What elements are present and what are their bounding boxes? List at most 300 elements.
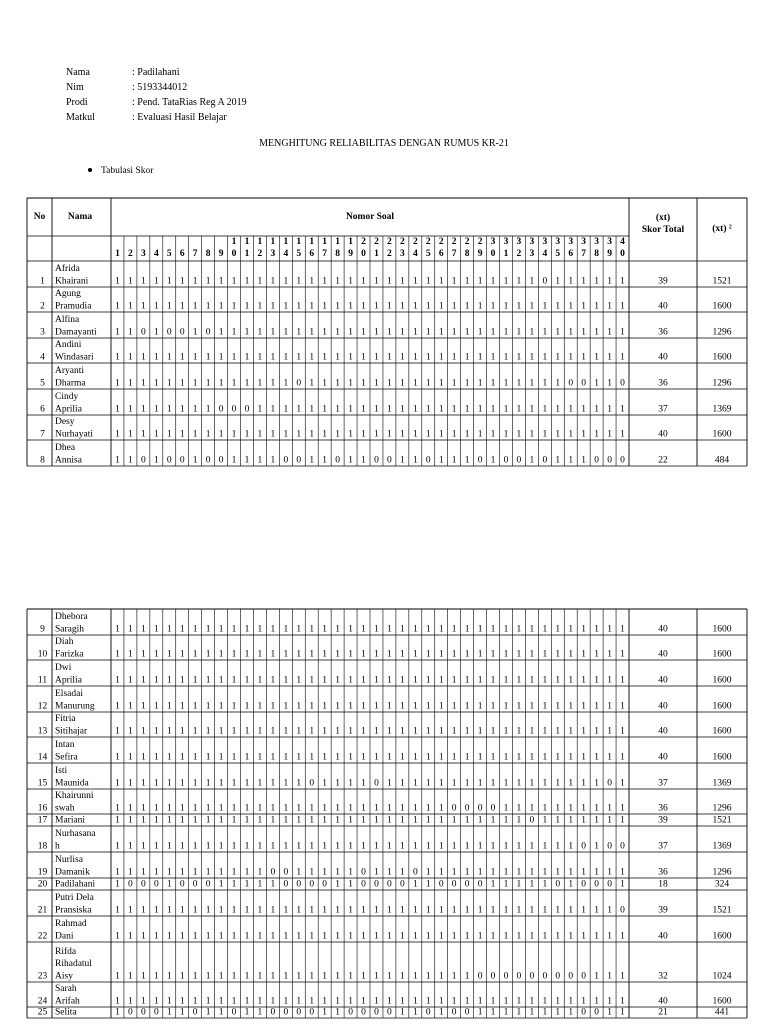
score-cell: 1: [555, 378, 561, 389]
score-cell: 1: [387, 905, 392, 916]
score-cell: 1: [218, 1007, 224, 1018]
score-cell: 1: [387, 867, 392, 878]
student-name: Pramudia: [55, 301, 92, 312]
score-cell: 1: [568, 778, 574, 789]
score-cell: 0: [451, 803, 457, 814]
score-cell: 1: [438, 404, 444, 415]
student-name: Dani: [55, 931, 74, 942]
total-score: 40: [658, 675, 668, 686]
score-cell: 1: [451, 455, 457, 466]
score-cell: 1: [464, 815, 470, 826]
score-cell: 1: [503, 931, 509, 942]
score-cell: 0: [464, 1007, 470, 1018]
score-cell: 1: [594, 841, 599, 852]
score-cell: 1: [387, 931, 392, 942]
score-cell: 1: [568, 879, 574, 890]
question-number: 0: [231, 249, 237, 259]
score-cell: 1: [179, 301, 185, 312]
score-cell: 1: [322, 455, 328, 466]
score-cell: 1: [425, 867, 431, 878]
score-cell: 0: [464, 803, 470, 814]
score-cell: 1: [335, 778, 340, 789]
score-cell: 1: [477, 931, 483, 942]
score-cell: 1: [141, 301, 146, 312]
score-cell: 1: [244, 649, 250, 660]
score-cell: 1: [205, 803, 211, 814]
score-cell: 1: [348, 675, 353, 686]
score-cell: 1: [296, 726, 302, 737]
student-name: Alfina: [55, 315, 80, 326]
score-cell: 1: [438, 1007, 444, 1018]
total-score: 40: [658, 429, 668, 440]
question-number: 2: [387, 237, 392, 247]
score-cell: 0: [490, 803, 496, 814]
score-cell: 1: [490, 327, 496, 338]
score-cell: 1: [335, 1007, 340, 1018]
score-cell: 1: [516, 378, 522, 389]
score-cell: 1: [283, 778, 289, 789]
score-cell: 1: [231, 726, 237, 737]
question-number: 2: [387, 249, 392, 259]
score-cell: 1: [490, 352, 496, 363]
student-name: Selita: [55, 1007, 77, 1018]
score-cell: 1: [374, 867, 379, 878]
score-cell: 0: [425, 1007, 431, 1018]
score-cell: 1: [270, 971, 276, 982]
score-cell: 1: [231, 803, 237, 814]
score-cell: 1: [231, 879, 237, 890]
score-cell: 1: [179, 867, 185, 878]
score-cell: 1: [387, 276, 392, 287]
total-score-squared: 1296: [712, 327, 732, 338]
score-cell: 1: [529, 841, 535, 852]
question-number: 1: [270, 237, 276, 247]
question-number: 3: [490, 237, 496, 247]
score-cell: 1: [516, 726, 522, 737]
question-number: 3: [270, 249, 276, 259]
score-cell: 1: [451, 301, 457, 312]
score-cell: 1: [594, 624, 599, 635]
student-name: Khairunni: [55, 791, 94, 802]
score-cell: 1: [542, 675, 548, 686]
score-cell: 1: [490, 879, 496, 890]
score-cell: 0: [231, 1007, 237, 1018]
score-cell: 1: [153, 726, 159, 737]
question-number: 1: [309, 237, 315, 247]
score-cell: 1: [296, 815, 302, 826]
question-number: 1: [335, 237, 340, 247]
score-cell: 1: [231, 624, 237, 635]
info-label: Nama: [66, 67, 90, 78]
score-cell: 1: [425, 905, 431, 916]
question-number: 2: [374, 237, 379, 247]
score-cell: 1: [192, 778, 198, 789]
score-cell: 1: [205, 931, 211, 942]
score-cell: 1: [348, 879, 353, 890]
score-cell: 1: [516, 675, 522, 686]
score-cell: 1: [348, 624, 353, 635]
score-cell: 1: [166, 867, 172, 878]
score-cell: 1: [257, 1007, 263, 1018]
score-cell: 1: [192, 429, 198, 440]
score-cell: 1: [516, 276, 522, 287]
score-cell: 1: [425, 996, 431, 1007]
score-cell: 1: [361, 701, 366, 712]
score-cell: 1: [425, 276, 431, 287]
score-cell: 1: [231, 815, 237, 826]
question-number: 1: [115, 249, 120, 259]
student-name: Andini: [55, 340, 82, 351]
score-cell: 1: [555, 327, 561, 338]
score-cell: 1: [607, 905, 612, 916]
score-cell: 1: [244, 815, 250, 826]
score-cell: 1: [115, 778, 120, 789]
score-cell: 1: [425, 378, 431, 389]
score-cell: 0: [387, 455, 392, 466]
score-cell: 1: [348, 301, 353, 312]
score-cell: 1: [361, 803, 366, 814]
score-cell: 1: [309, 624, 315, 635]
score-cell: 1: [594, 701, 599, 712]
score-cell: 1: [477, 867, 483, 878]
score-cell: 1: [192, 752, 198, 763]
score-cell: 1: [464, 726, 470, 737]
score-cell: 1: [477, 429, 483, 440]
student-name: swah: [55, 803, 75, 814]
question-number: 2: [464, 237, 470, 247]
score-cell: 1: [270, 996, 276, 1007]
score-cell: 0: [141, 879, 146, 890]
score-cell: 1: [387, 996, 392, 1007]
score-cell: 1: [387, 726, 392, 737]
score-cell: 1: [451, 841, 457, 852]
score-cell: 1: [361, 726, 366, 737]
total-score: 36: [658, 327, 668, 338]
question-number: 7: [581, 249, 587, 259]
score-cell: 0: [568, 971, 574, 982]
score-cell: 1: [568, 815, 574, 826]
score-cell: 1: [620, 726, 625, 737]
score-cell: 1: [425, 971, 431, 982]
score-cell: 1: [516, 752, 522, 763]
score-cell: 1: [542, 701, 548, 712]
score-cell: 1: [192, 971, 198, 982]
score-cell: 1: [425, 624, 431, 635]
score-cell: 1: [529, 752, 535, 763]
score-cell: 1: [270, 649, 276, 660]
score-cell: 1: [542, 649, 548, 660]
score-cell: 1: [153, 624, 159, 635]
score-cell: 1: [166, 624, 172, 635]
score-cell: 1: [153, 778, 159, 789]
score-cell: 1: [374, 726, 379, 737]
score-cell: 1: [322, 752, 328, 763]
score-cell: 1: [607, 276, 612, 287]
score-cell: 1: [529, 803, 535, 814]
score-cell: 1: [231, 971, 237, 982]
score-cell: 1: [179, 378, 185, 389]
question-number: 3: [503, 237, 509, 247]
score-cell: 1: [309, 752, 315, 763]
score-cell: 1: [179, 815, 185, 826]
student-name: Rihadatul: [55, 959, 92, 970]
score-cell: 1: [425, 675, 431, 686]
question-number: 7: [322, 249, 328, 259]
score-cell: 1: [581, 649, 587, 660]
score-cell: 1: [555, 624, 561, 635]
score-cell: 1: [477, 905, 483, 916]
score-cell: 1: [464, 905, 470, 916]
score-cell: 1: [412, 815, 418, 826]
score-cell: 1: [166, 778, 172, 789]
score-cell: 1: [607, 378, 612, 389]
score-cell: 1: [594, 649, 599, 660]
score-cell: 1: [141, 404, 146, 415]
score-cell: 1: [607, 649, 612, 660]
score-cell: 1: [594, 276, 599, 287]
score-cell: 0: [464, 879, 470, 890]
score-cell: 1: [231, 675, 237, 686]
question-number: 0: [361, 249, 366, 259]
score-cell: 1: [270, 276, 276, 287]
score-cell: 1: [594, 404, 599, 415]
score-cell: 1: [555, 352, 561, 363]
score-cell: 0: [361, 879, 366, 890]
question-number: 2: [361, 237, 366, 247]
score-cell: 1: [594, 996, 599, 1007]
score-cell: 1: [322, 726, 328, 737]
score-cell: 1: [361, 649, 366, 660]
question-number: 7: [192, 249, 198, 259]
score-cell: 1: [348, 726, 353, 737]
score-cell: 1: [205, 276, 211, 287]
score-cell: 1: [503, 1007, 509, 1018]
score-cell: 1: [166, 649, 172, 660]
score-cell: 1: [322, 778, 328, 789]
score-cell: 1: [257, 815, 263, 826]
score-cell: 1: [218, 276, 224, 287]
score-cell: 1: [412, 752, 418, 763]
score-cell: 1: [412, 971, 418, 982]
student-name: Nurhasana: [55, 829, 96, 840]
score-cell: 1: [425, 327, 431, 338]
question-number: 5: [296, 249, 302, 259]
score-cell: 1: [348, 867, 353, 878]
score-cell: 1: [115, 455, 120, 466]
score-cell: 1: [153, 378, 159, 389]
row-number: 21: [37, 905, 48, 916]
score-cell: 0: [412, 867, 418, 878]
score-cell: 1: [128, 905, 133, 916]
score-cell: 1: [516, 649, 522, 660]
score-cell: 1: [128, 841, 133, 852]
score-cell: 1: [581, 276, 587, 287]
score-cell: 1: [374, 752, 379, 763]
score-cell: 1: [179, 971, 185, 982]
score-cell: 1: [464, 752, 470, 763]
score-cell: 1: [620, 803, 625, 814]
score-cell: 1: [153, 867, 159, 878]
score-cell: 1: [283, 276, 289, 287]
score-cell: 1: [205, 701, 211, 712]
score-cell: 1: [361, 905, 366, 916]
score-cell: 1: [555, 276, 561, 287]
score-cell: 1: [620, 624, 625, 635]
row-number: 20: [37, 879, 48, 890]
score-cell: 1: [141, 701, 146, 712]
score-cell: 1: [192, 276, 198, 287]
score-cell: 1: [322, 649, 328, 660]
score-cell: 1: [503, 352, 509, 363]
score-cell: 1: [309, 996, 315, 1007]
score-cell: 1: [438, 701, 444, 712]
student-name: Nurhayati: [55, 429, 93, 440]
score-cell: 1: [620, 301, 625, 312]
score-cell: 1: [529, 404, 535, 415]
student-name: Sitihajar: [55, 726, 88, 737]
score-cell: 1: [464, 996, 470, 1007]
row-number: 14: [37, 752, 48, 763]
score-cell: 1: [451, 352, 457, 363]
score-cell: 1: [179, 276, 185, 287]
score-cell: 0: [503, 455, 509, 466]
score-cell: 1: [529, 879, 535, 890]
score-cell: 1: [283, 701, 289, 712]
score-cell: 1: [244, 752, 250, 763]
score-cell: 0: [477, 879, 483, 890]
score-cell: 1: [490, 867, 496, 878]
total-score-squared: 1024: [712, 971, 732, 982]
score-cell: 1: [257, 352, 263, 363]
score-cell: 1: [412, 803, 418, 814]
score-cell: 1: [400, 701, 405, 712]
score-cell: 1: [322, 841, 328, 852]
score-cell: 0: [477, 455, 483, 466]
question-number: 2: [425, 237, 431, 247]
score-cell: 1: [218, 971, 224, 982]
student-name: Aprilia: [55, 675, 82, 686]
total-score-squared: 1600: [712, 996, 732, 1007]
score-cell: 1: [257, 301, 263, 312]
total-score: 40: [658, 624, 668, 635]
score-cell: 0: [581, 841, 587, 852]
total-score-squared: 1369: [712, 841, 732, 852]
score-cell: 1: [335, 931, 340, 942]
total-score: 37: [658, 404, 668, 415]
score-cell: 1: [179, 726, 185, 737]
score-cell: 1: [322, 404, 328, 415]
score-cell: 1: [218, 675, 224, 686]
score-cell: 1: [516, 778, 522, 789]
score-cell: 1: [387, 701, 392, 712]
score-cell: 1: [244, 971, 250, 982]
score-cell: 1: [438, 352, 444, 363]
score-cell: 1: [503, 301, 509, 312]
score-cell: 1: [192, 675, 198, 686]
score-cell: 1: [529, 327, 535, 338]
score-cell: 1: [516, 931, 522, 942]
score-cell: 1: [477, 327, 483, 338]
score-cell: 1: [400, 352, 405, 363]
score-cell: 1: [257, 404, 263, 415]
score-cell: 1: [516, 404, 522, 415]
score-cell: 1: [322, 931, 328, 942]
score-cell: 1: [477, 378, 483, 389]
score-cell: 1: [192, 726, 198, 737]
score-cell: 1: [192, 815, 198, 826]
score-cell: 1: [115, 841, 120, 852]
question-number: 9: [607, 249, 612, 259]
score-cell: 0: [218, 455, 224, 466]
score-cell: 1: [400, 778, 405, 789]
score-cell: 1: [555, 1007, 561, 1018]
score-cell: 1: [387, 841, 392, 852]
score-cell: 1: [594, 675, 599, 686]
score-cell: 1: [374, 404, 379, 415]
score-cell: 0: [166, 327, 172, 338]
score-cell: 0: [581, 879, 587, 890]
score-cell: 0: [387, 879, 392, 890]
score-cell: 1: [257, 803, 263, 814]
score-cell: 0: [361, 867, 366, 878]
score-cell: 1: [361, 752, 366, 763]
row-number: 24: [37, 996, 48, 1007]
score-cell: 1: [387, 649, 392, 660]
score-cell: 1: [335, 378, 340, 389]
question-number: 9: [348, 249, 353, 259]
score-cell: 1: [425, 778, 431, 789]
score-cell: 1: [387, 352, 392, 363]
score-cell: 1: [153, 701, 159, 712]
score-cell: 1: [309, 931, 315, 942]
score-cell: 1: [555, 404, 561, 415]
score-cell: 1: [361, 841, 366, 852]
student-name: Diah: [55, 637, 74, 648]
score-cell: 1: [205, 404, 211, 415]
score-cell: 1: [620, 404, 625, 415]
score-cell: 1: [153, 931, 159, 942]
question-number: 4: [153, 249, 159, 259]
score-cell: 1: [218, 841, 224, 852]
score-cell: 1: [607, 752, 612, 763]
score-cell: 1: [257, 867, 263, 878]
score-cell: 1: [218, 752, 224, 763]
score-cell: 1: [516, 803, 522, 814]
score-cell: 0: [503, 971, 509, 982]
student-name: Pransiska: [55, 905, 92, 916]
score-cell: 1: [270, 624, 276, 635]
score-cell: 1: [400, 803, 405, 814]
score-cell: 0: [607, 778, 612, 789]
score-cell: 1: [179, 624, 185, 635]
total-score: 40: [658, 352, 668, 363]
score-cell: 1: [270, 815, 276, 826]
score-cell: 1: [581, 455, 587, 466]
score-cell: 1: [490, 675, 496, 686]
score-cell: 1: [153, 841, 159, 852]
score-cell: 1: [309, 429, 315, 440]
score-cell: 1: [620, 867, 625, 878]
score-cell: 1: [335, 752, 340, 763]
score-cell: 1: [607, 931, 612, 942]
score-cell: 1: [374, 429, 379, 440]
score-cell: 1: [244, 327, 250, 338]
question-number: 5: [425, 249, 431, 259]
row-number: 9: [40, 624, 45, 635]
score-cell: 1: [309, 701, 315, 712]
total-score: 36: [658, 378, 668, 389]
score-cell: 1: [309, 841, 315, 852]
